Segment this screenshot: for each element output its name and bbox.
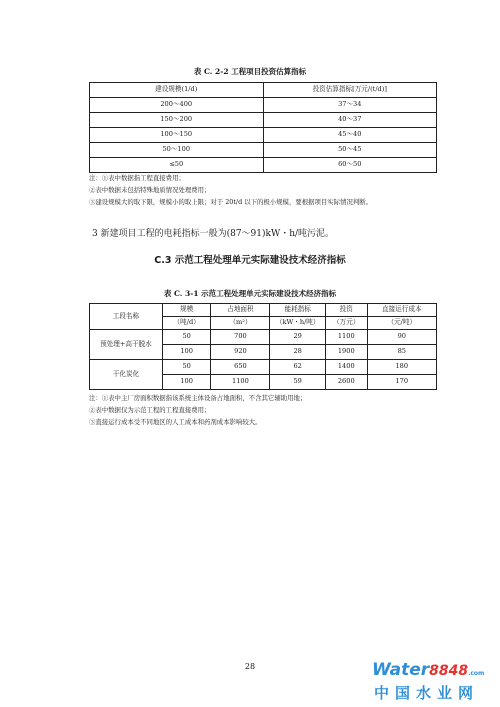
cell-investment: 40～37 bbox=[263, 113, 437, 128]
cell: 100 bbox=[162, 345, 211, 360]
header-scale: 规模 bbox=[162, 304, 211, 317]
note-line: 注：①表中主厂房面积数据指该系统主体设备占地面积，不含其它辅助用地； bbox=[89, 394, 307, 402]
cell-scale: ≤50 bbox=[90, 158, 264, 173]
table-c22-notes bbox=[89, 172, 372, 208]
table-c22-caption: 表 C. 2-2 工程项目投资估算指标 bbox=[193, 67, 307, 76]
cell-investment: 45～40 bbox=[263, 128, 437, 143]
cell: 920 bbox=[211, 345, 270, 360]
cell: 2600 bbox=[325, 375, 367, 390]
cell: 59 bbox=[270, 375, 326, 390]
header-energy: 能耗指标 bbox=[270, 304, 326, 317]
cell: 1900 bbox=[325, 345, 367, 360]
table-c31-caption: 表 C. 3-1 示范工程处理单元实际建设技术经济指标 bbox=[163, 289, 337, 298]
table-row bbox=[90, 143, 437, 158]
table-row bbox=[90, 360, 437, 375]
cell: 90 bbox=[367, 330, 436, 345]
header-operating-cost-unit: （元/吨） bbox=[367, 317, 436, 330]
cell-investment: 50～45 bbox=[263, 143, 437, 158]
table-c22 bbox=[89, 82, 437, 173]
table-header-row bbox=[90, 83, 437, 98]
cell-scale: 50～100 bbox=[90, 143, 264, 158]
cell: 29 bbox=[270, 330, 326, 345]
cell: 180 bbox=[367, 360, 436, 375]
section-heading: C.3 示范工程处理单元实际建设技术经济指标 bbox=[154, 255, 346, 266]
table-row bbox=[90, 128, 437, 143]
cell-scale: 150～200 bbox=[90, 113, 264, 128]
header-investment: 投资估算指标[万元/(t/d)] bbox=[263, 83, 437, 98]
cell: 28 bbox=[270, 345, 326, 360]
note-line: ③建设规模大的取下限，规模小的取上限；对于 20t/d 以下的极小规模，要根据项目实际情况判断。 bbox=[89, 198, 373, 206]
group-name: 预处理+高干脱水 bbox=[90, 330, 163, 360]
cell-investment: 37～34 bbox=[263, 98, 437, 113]
note-line: ②表中数据未包括特殊地质情况处理费用； bbox=[89, 186, 211, 194]
note-line: ②表中数据仅为示范工程的工程直接费用； bbox=[89, 406, 211, 414]
table-c31-notes bbox=[89, 392, 306, 428]
header-investment-unit: （万元） bbox=[325, 317, 367, 330]
table-c31 bbox=[89, 303, 437, 390]
watermark-word: Water bbox=[372, 660, 430, 680]
header-operating-cost: 直接运行成本 bbox=[367, 304, 436, 317]
header-section-name: 工段名称 bbox=[90, 304, 163, 330]
header-energy-unit: （kW・h/吨） bbox=[270, 317, 326, 330]
note-line: 注：①表中数据指工程直接费用； bbox=[89, 174, 185, 182]
table-header-row bbox=[90, 304, 437, 317]
note-line: ③直接运行成本受不同地区的人工成本和药剂成本影响较大。 bbox=[89, 418, 262, 426]
header-area: 占地面积 bbox=[211, 304, 270, 317]
cell: 62 bbox=[270, 360, 326, 375]
header-scale: 建设规模(1/d) bbox=[90, 83, 264, 98]
cell: 50 bbox=[162, 330, 211, 345]
power-consumption-paragraph: 3 新建项目工程的电耗指标一般为(87～91)kW・h/吨污泥。 bbox=[92, 229, 335, 239]
watermark-logo bbox=[372, 660, 496, 704]
cell-scale: 100～150 bbox=[90, 128, 264, 143]
watermark-number: 8848 bbox=[429, 663, 469, 679]
table-row bbox=[90, 113, 437, 128]
watermark-chinese-name: 中国水业网 bbox=[374, 684, 480, 702]
cell: 700 bbox=[211, 330, 270, 345]
watermark-domain: .com bbox=[468, 670, 485, 677]
header-area-unit: （m²） bbox=[211, 317, 270, 330]
cell: 1100 bbox=[325, 330, 367, 345]
cell-investment: 60～50 bbox=[263, 158, 437, 173]
header-investment: 投资 bbox=[325, 304, 367, 317]
table-row bbox=[90, 330, 437, 345]
page-number: 28 bbox=[244, 662, 256, 671]
cell-scale: 200～400 bbox=[90, 98, 264, 113]
cell: 170 bbox=[367, 375, 436, 390]
table-row bbox=[90, 98, 437, 113]
cell: 100 bbox=[162, 375, 211, 390]
header-scale-unit: （吨/d） bbox=[162, 317, 211, 330]
cell: 1100 bbox=[211, 375, 270, 390]
cell: 85 bbox=[367, 345, 436, 360]
group-name: 干化炭化 bbox=[90, 360, 163, 390]
cell: 650 bbox=[211, 360, 270, 375]
cell: 50 bbox=[162, 360, 211, 375]
table-row bbox=[90, 158, 437, 173]
watermark-logo-top bbox=[372, 660, 484, 680]
cell: 1400 bbox=[325, 360, 367, 375]
